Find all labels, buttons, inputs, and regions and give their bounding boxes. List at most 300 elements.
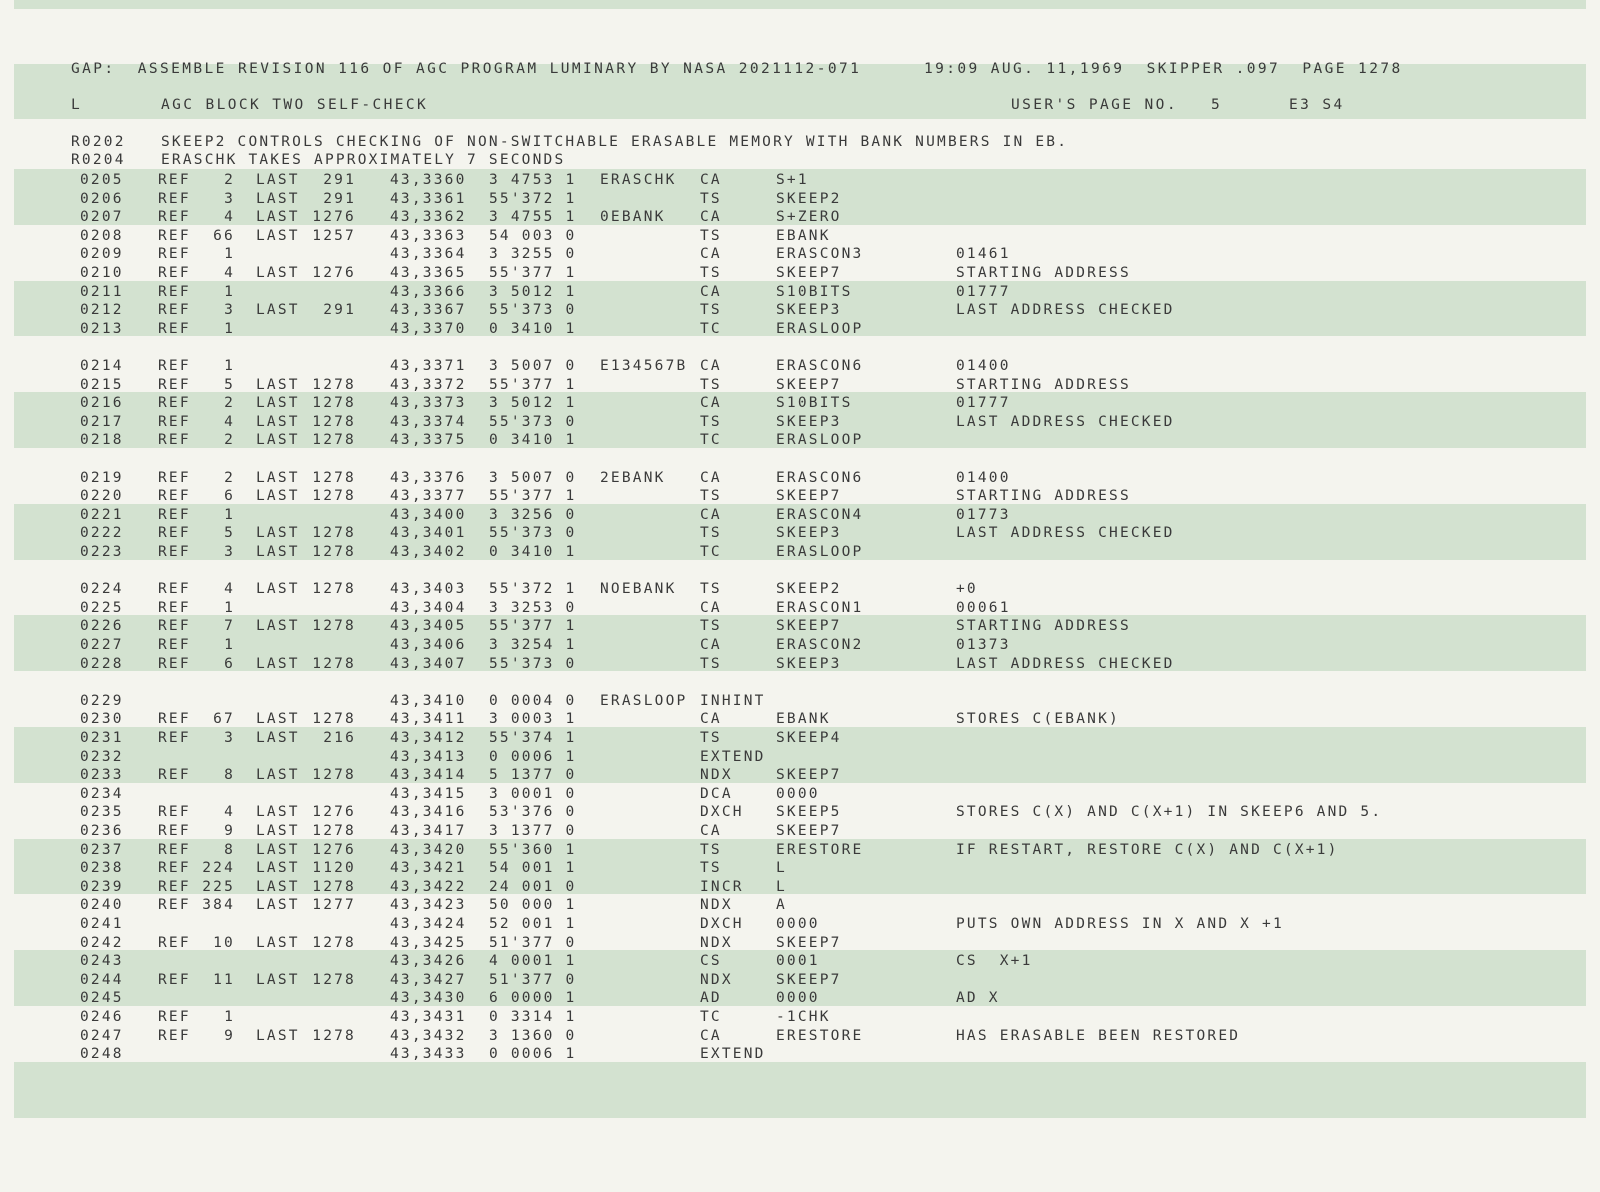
ref-keyword: REF <box>158 897 191 914</box>
memory-address: 43,3370 <box>390 320 467 337</box>
assembly-title: GAP: ASSEMBLE REVISION 116 OF AGC PROGRAM LUMINARY BY NASA 2021112-071 <box>71 61 862 77</box>
opcode: CS <box>700 953 722 970</box>
opcode: CA <box>700 637 722 653</box>
listing-row: 0242 REF 10 LAST 1278 43,3425 51'377 0 NDX SKEEP7 <box>80 934 842 951</box>
opcode: TS <box>700 413 722 430</box>
memory-address: 43,3377 <box>390 488 467 505</box>
ref-keyword: REF <box>158 172 191 188</box>
operand: SKEEP7 <box>776 265 842 281</box>
instruction-label: 0EBANK <box>600 209 666 226</box>
octal-word: 0 0006 1 <box>489 1046 577 1063</box>
comment: STARTING ADDRESS <box>956 265 1131 281</box>
opcode: EXTEND <box>700 1046 766 1063</box>
last-keyword: LAST <box>256 190 300 207</box>
seq-number: 0233 <box>80 767 124 784</box>
seq-number: 0247 <box>80 1027 124 1044</box>
seq-number: 0245 <box>80 990 124 1007</box>
ref-keyword: REF <box>158 637 191 653</box>
seq-number: 0214 <box>80 358 124 374</box>
listing-row: 0226 REF 7 LAST 1278 43,3405 55'377 1 TS SKEEP7 STARTING ADDRESS <box>80 618 1131 635</box>
listing-row: 0227 REF 1 43,3406 3 3254 1 CA ERASCON2 01373 <box>80 637 1011 653</box>
seq-number: 0215 <box>80 376 124 393</box>
operand: ERASCON4 <box>776 506 864 523</box>
operand: L <box>776 860 787 877</box>
seq-number: 0224 <box>80 581 124 598</box>
octal-word: 3 3256 0 <box>489 506 577 523</box>
seq-number: 0209 <box>80 246 124 263</box>
seq-number: 0217 <box>80 413 124 430</box>
last-keyword: LAST <box>256 413 300 430</box>
memory-address: 43,3371 <box>390 358 467 374</box>
octal-word: 0 3410 1 <box>489 544 577 560</box>
comment: AD X <box>956 990 1000 1007</box>
ref-keyword: REF <box>158 227 191 244</box>
opcode: TS <box>700 655 722 672</box>
listing-row <box>0 989 1600 1008</box>
listing-row: 0244 REF 11 LAST 1278 43,3427 51'377 0 NDX SKEEP7 <box>80 971 842 988</box>
listing-row: 0231 REF 3 LAST 216 43,3412 55'374 1 TS SKEEP4 <box>80 730 842 746</box>
opcode: TS <box>700 265 722 281</box>
operand: SKEEP7 <box>776 767 842 784</box>
memory-address: 43,3376 <box>390 469 467 486</box>
last-keyword: LAST <box>256 172 300 188</box>
comment: STARTING ADDRESS <box>956 618 1131 635</box>
comment: STARTING ADDRESS <box>956 376 1131 393</box>
operand: ERESTORE <box>776 1027 864 1044</box>
ref-keyword: REF <box>158 934 191 951</box>
memory-address: 43,3365 <box>390 265 467 281</box>
last-keyword: LAST <box>256 618 300 635</box>
opcode: CA <box>700 823 722 839</box>
seq-number: 0206 <box>80 190 124 207</box>
seq-number: 0210 <box>80 265 124 281</box>
memory-address: 43,3417 <box>390 823 467 839</box>
ref-keyword: REF <box>158 283 191 300</box>
memory-address: 43,3432 <box>390 1027 467 1044</box>
seq-number: 0229 <box>80 692 124 709</box>
operand: ERESTORE <box>776 841 864 858</box>
opcode: CA <box>700 599 722 616</box>
last-keyword: LAST <box>256 227 300 244</box>
listing-row: 0211 REF 1 43,3366 3 5012 1 CA S10BITS 01777 <box>80 283 1011 300</box>
memory-address: 43,3403 <box>390 581 467 598</box>
last-keyword: LAST <box>256 488 300 505</box>
listing-row: 0223 REF 3 LAST 1278 43,3402 0 3410 1 TC ERASLOOP <box>80 544 864 560</box>
ref-keyword: REF <box>158 767 191 784</box>
comment: 01373 <box>956 637 1011 653</box>
memory-address: 43,3425 <box>390 934 467 951</box>
octal-word: 3 3255 0 <box>489 246 577 263</box>
header-line-1 <box>0 60 1600 79</box>
operand: S+1 <box>776 172 809 188</box>
opcode: CA <box>700 506 722 523</box>
memory-address: 43,3366 <box>390 283 467 300</box>
memory-address: 43,3415 <box>390 785 467 802</box>
last-keyword: LAST <box>256 432 300 449</box>
seq-number: 0248 <box>80 1046 124 1063</box>
last-keyword: LAST <box>256 767 300 784</box>
listing-row: 0247 REF 9 LAST 1278 43,3432 3 1360 0 CA ERESTORE HAS ERASABLE BEEN RESTORED <box>80 1027 1241 1044</box>
comment: IF RESTART, RESTORE C(X) AND C(X+1) <box>956 841 1339 858</box>
memory-address: 43,3405 <box>390 618 467 635</box>
memory-address: 43,3362 <box>390 209 467 226</box>
listing-row: 0220 REF 6 LAST 1278 43,3377 55'377 1 TS SKEEP7 STARTING ADDRESS <box>80 488 1131 505</box>
opcode: TS <box>700 302 722 319</box>
ref-keyword: REF <box>158 395 191 412</box>
operand: EBANK <box>776 227 831 244</box>
listing-row: 0225 REF 1 43,3404 3 3253 0 CA ERASCON1 00061 <box>80 599 1011 616</box>
comment: 01400 <box>956 358 1011 374</box>
opcode: AD <box>700 990 722 1007</box>
ref-keyword: REF <box>158 860 191 877</box>
operand: SKEEP7 <box>776 488 842 505</box>
seq-number: 0244 <box>80 971 124 988</box>
ref-keyword: REF <box>158 190 191 207</box>
ref-keyword: REF <box>158 265 191 281</box>
listing-row: 0216 REF 2 LAST 1278 43,3373 3 5012 1 CA S10BITS 01777 <box>80 395 1011 412</box>
operand: ERASLOOP <box>776 544 864 560</box>
operand: SKEEP7 <box>776 934 842 951</box>
ref-keyword: REF <box>158 655 191 672</box>
seq-number: 0232 <box>80 748 124 765</box>
ref-keyword: REF <box>158 525 191 542</box>
memory-address: 43,3364 <box>390 246 467 263</box>
ref-keyword: REF <box>158 1009 191 1025</box>
operand: S+ZERO <box>776 209 842 226</box>
last-keyword: LAST <box>256 655 300 672</box>
memory-address: 43,3433 <box>390 1046 467 1063</box>
listing-row: 0233 REF 8 LAST 1278 43,3414 5 1377 0 NDX SKEEP7 <box>80 767 842 784</box>
operand: L <box>776 878 787 895</box>
opcode: DXCH <box>700 916 744 932</box>
ref-keyword: REF <box>158 209 191 226</box>
memory-address: 43,3411 <box>390 711 467 728</box>
seq-number: 0212 <box>80 302 124 319</box>
opcode: TS <box>700 618 722 635</box>
instruction-label: ERASLOOP <box>600 692 688 709</box>
memory-address: 43,3410 <box>390 692 467 709</box>
opcode: EXTEND <box>700 748 766 765</box>
memory-address: 43,3360 <box>390 172 467 188</box>
seq-number: 0246 <box>80 1009 124 1025</box>
memory-address: 43,3407 <box>390 655 467 672</box>
listing-row: 0206 REF 3 LAST 291 43,3361 55'372 1 TS SKEEP2 <box>80 190 842 207</box>
operand: SKEEP7 <box>776 823 842 839</box>
opcode: CA <box>700 283 722 300</box>
ref-keyword: REF <box>158 730 191 746</box>
seq-number: 0205 <box>80 172 124 188</box>
paper-band <box>14 0 1586 9</box>
octal-word: 3 1377 0 <box>489 823 577 839</box>
last-keyword: LAST <box>256 265 300 281</box>
opcode: NDX <box>700 767 733 784</box>
operand: SKEEP2 <box>776 190 842 207</box>
opcode: CA <box>700 395 722 412</box>
memory-address: 43,3413 <box>390 748 467 765</box>
memory-address: 43,3424 <box>390 916 467 932</box>
memory-address: 43,3363 <box>390 227 467 244</box>
octal-word: 55'372 1 <box>489 581 577 598</box>
comment: CS X+1 <box>956 953 1033 970</box>
memory-address: 43,3361 <box>390 190 467 207</box>
octal-word: 51'377 0 <box>489 934 577 951</box>
octal-word: 24 001 0 <box>489 878 577 895</box>
listing-row: 0224 REF 4 LAST 1278 43,3403 55'372 1 NOEBANK TS SKEEP2 +0 <box>80 581 978 598</box>
listing-row <box>0 952 1600 971</box>
listing-row <box>0 1045 1600 1064</box>
comment: 01400 <box>956 469 1011 486</box>
opcode: CA <box>700 1027 722 1044</box>
opcode: TC <box>700 320 722 337</box>
memory-address: 43,3406 <box>390 637 467 653</box>
last-keyword: LAST <box>256 971 300 988</box>
opcode: TC <box>700 1009 722 1025</box>
memory-address: 43,3404 <box>390 599 467 616</box>
last-keyword: LAST <box>256 376 300 393</box>
instruction-label: 2EBANK <box>600 469 666 486</box>
opcode: NDX <box>700 971 733 988</box>
opcode: CA <box>700 209 722 226</box>
operand: SKEEP7 <box>776 971 842 988</box>
seq-number: 0219 <box>80 469 124 486</box>
octal-word: 3 4755 1 <box>489 209 577 226</box>
comment: 01461 <box>956 246 1011 263</box>
last-keyword: LAST <box>256 823 300 839</box>
ref-keyword: REF <box>158 506 191 523</box>
octal-word: 5 1377 0 <box>489 767 577 784</box>
listing-row: 0222 REF 5 LAST 1278 43,3401 55'373 0 TS SKEEP3 LAST ADDRESS CHECKED <box>80 525 1175 542</box>
listing-row: 0207 REF 4 LAST 1276 43,3362 3 4755 1 0EBANK CA S+ZERO <box>80 209 842 226</box>
operand: ERASLOOP <box>776 320 864 337</box>
operand: SKEEP7 <box>776 376 842 393</box>
seq-number: 0226 <box>80 618 124 635</box>
seq-number: 0240 <box>80 897 124 914</box>
listing-row: 0240 REF 384 LAST 1277 43,3423 50 000 1 NDX A <box>80 897 787 914</box>
octal-word: 51'377 0 <box>489 971 577 988</box>
remark-line <box>0 151 1600 170</box>
operand: SKEEP2 <box>776 581 842 598</box>
memory-address: 43,3400 <box>390 506 467 523</box>
opcode: TC <box>700 544 722 560</box>
last-keyword: LAST <box>256 841 300 858</box>
comment: STORES C(EBANK) <box>956 711 1120 728</box>
opcode: CA <box>700 172 722 188</box>
listing-row: 0209 REF 1 43,3364 3 3255 0 CA ERASCON3 01461 <box>80 246 1011 263</box>
listing-row: 0213 REF 1 43,3370 0 3410 1 TC ERASLOOP <box>80 320 864 337</box>
ref-keyword: REF <box>158 302 191 319</box>
ref-keyword: REF <box>158 246 191 263</box>
octal-word: 55'373 0 <box>489 413 577 430</box>
memory-address: 43,3430 <box>390 990 467 1007</box>
operand: 0000 <box>776 916 820 932</box>
paper-band <box>14 1062 1586 1118</box>
operand: 0000 <box>776 990 820 1007</box>
listing-row: 0246 REF 1 43,3431 0 3314 1 TC -1CHK <box>80 1009 831 1025</box>
ref-keyword: REF <box>158 711 191 728</box>
octal-word: 55'372 1 <box>489 190 577 207</box>
octal-word: 55'360 1 <box>489 841 577 858</box>
last-keyword: LAST <box>256 544 300 560</box>
seq-number: 0221 <box>80 506 124 523</box>
listing-row: 0214 REF 1 43,3371 3 5007 0 E134567B CA ERASCON6 01400 <box>80 358 1011 374</box>
last-keyword: LAST <box>256 730 300 746</box>
memory-address: 43,3414 <box>390 767 467 784</box>
assembly-date-page: 19:09 AUG. 11,1969 SKIPPER .097 PAGE 1278 <box>924 61 1403 77</box>
octal-word: 55'377 1 <box>489 265 577 281</box>
octal-word: 3 0001 0 <box>489 785 577 802</box>
octal-word: 55'377 1 <box>489 488 577 505</box>
last-keyword: LAST <box>256 711 300 728</box>
remark-seq: R0204 <box>71 152 126 168</box>
memory-address: 43,3416 <box>390 804 467 821</box>
ref-keyword: REF <box>158 469 191 486</box>
seq-number: 0234 <box>80 785 124 802</box>
octal-word: 54 001 1 <box>489 860 577 877</box>
octal-word: 55'373 0 <box>489 525 577 542</box>
octal-word: 3 1360 0 <box>489 1027 577 1044</box>
seq-number: 0239 <box>80 878 124 895</box>
opcode: TS <box>700 581 722 598</box>
comment: STORES C(X) AND C(X+1) IN SKEEP6 AND 5. <box>956 804 1383 821</box>
last-keyword: LAST <box>256 395 300 412</box>
instruction-label: ERASCHK <box>600 172 677 188</box>
operand: SKEEP3 <box>776 525 842 542</box>
listing-row: 0215 REF 5 LAST 1278 43,3372 55'377 1 TS SKEEP7 STARTING ADDRESS <box>80 376 1131 393</box>
ref-keyword: REF <box>158 804 191 821</box>
memory-address: 43,3421 <box>390 860 467 877</box>
seq-number: 0228 <box>80 655 124 672</box>
seq-number: 0243 <box>80 953 124 970</box>
opcode: DXCH <box>700 804 744 821</box>
ref-keyword: REF <box>158 320 191 337</box>
octal-word: 6 0000 1 <box>489 990 577 1007</box>
seq-number: 0222 <box>80 525 124 542</box>
memory-address: 43,3402 <box>390 544 467 560</box>
opcode: NDX <box>700 934 733 951</box>
remark-text: ERASCHK TAKES APPROXIMATELY 7 SECONDS <box>161 152 566 168</box>
listing-row: 0236 REF 9 LAST 1278 43,3417 3 1377 0 CA SKEEP7 <box>80 823 842 839</box>
operand: SKEEP7 <box>776 618 842 635</box>
opcode: TS <box>700 860 722 877</box>
octal-word: 3 5007 0 <box>489 469 577 486</box>
operand: S10BITS <box>776 283 853 300</box>
remark-text: SKEEP2 CONTROLS CHECKING OF NON-SWITCHABLE ERASABLE MEMORY WITH BANK NUMBERS IN EB. <box>161 134 1069 150</box>
operand: ERASCON2 <box>776 637 864 653</box>
octal-word: 3 3254 1 <box>489 637 577 653</box>
opcode: CA <box>700 246 722 263</box>
last-keyword: LAST <box>256 897 300 914</box>
instruction-label: NOEBANK <box>600 581 677 598</box>
ref-keyword: REF <box>158 618 191 635</box>
last-keyword: LAST <box>256 302 300 319</box>
last-keyword: LAST <box>256 469 300 486</box>
operand: SKEEP5 <box>776 804 842 821</box>
operand: ERASCON6 <box>776 469 864 486</box>
instruction-label: E134567B <box>600 358 688 374</box>
listing-row: 0210 REF 4 LAST 1276 43,3365 55'377 1 TS SKEEP7 STARTING ADDRESS <box>80 265 1131 281</box>
operand: ERASCON1 <box>776 599 864 616</box>
seq-number: 0220 <box>80 488 124 505</box>
octal-word: 0 3314 1 <box>489 1009 577 1025</box>
opcode: CA <box>700 358 722 374</box>
opcode: CA <box>700 711 722 728</box>
last-keyword: LAST <box>256 934 300 951</box>
opcode: CA <box>700 469 722 486</box>
operand: EBANK <box>776 711 831 728</box>
last-keyword: LAST <box>256 804 300 821</box>
operand: ERASLOOP <box>776 432 864 449</box>
opcode: TS <box>700 376 722 393</box>
ref-keyword: REF <box>158 432 191 449</box>
memory-address: 43,3422 <box>390 878 467 895</box>
memory-address: 43,3375 <box>390 432 467 449</box>
seq-number: 0223 <box>80 544 124 560</box>
opcode: TS <box>700 227 722 244</box>
seq-number: 0207 <box>80 209 124 226</box>
ref-keyword: REF <box>158 376 191 393</box>
bank-code: E3 S4 <box>1289 97 1345 113</box>
listing-row: 0238 REF 224 LAST 1120 43,3421 54 001 1 TS L <box>80 860 787 877</box>
octal-word: 54 003 0 <box>489 227 577 244</box>
comment: 01777 <box>956 283 1011 300</box>
header-l: L <box>71 97 83 113</box>
last-keyword: LAST <box>256 209 300 226</box>
remark-seq: R0202 <box>71 134 126 150</box>
listing-row: 0221 REF 1 43,3400 3 3256 0 CA ERASCON4 01773 <box>80 506 1011 523</box>
octal-word: 3 5007 0 <box>489 358 577 374</box>
last-keyword: LAST <box>256 860 300 877</box>
opcode: INHINT <box>700 692 766 709</box>
opcode: NDX <box>700 897 733 914</box>
octal-word: 55'373 0 <box>489 302 577 319</box>
ref-keyword: REF <box>158 358 191 374</box>
remark-line <box>0 133 1600 152</box>
seq-number: 0208 <box>80 227 124 244</box>
octal-word: 0 3410 1 <box>489 432 577 449</box>
seq-number: 0242 <box>80 934 124 951</box>
octal-word: 55'377 1 <box>489 376 577 393</box>
listing-row: 0237 REF 8 LAST 1276 43,3420 55'360 1 TS ERESTORE IF RESTART, RESTORE C(X) AND C(X+1) <box>80 841 1339 858</box>
listing-row <box>0 692 1600 711</box>
opcode: TS <box>700 841 722 858</box>
octal-word: 3 5012 1 <box>489 283 577 300</box>
operand: SKEEP3 <box>776 302 842 319</box>
last-keyword: LAST <box>256 525 300 542</box>
seq-number: 0211 <box>80 283 124 300</box>
memory-address: 43,3431 <box>390 1009 467 1025</box>
comment: +0 <box>956 581 978 598</box>
listing-row: 0228 REF 6 LAST 1278 43,3407 55'373 0 TS SKEEP3 LAST ADDRESS CHECKED <box>80 655 1175 672</box>
listing-row: 0230 REF 67 LAST 1278 43,3411 3 0003 1 CA EBANK STORES C(EBANK) <box>80 711 1120 728</box>
octal-word: 53'376 0 <box>489 804 577 821</box>
seq-number: 0216 <box>80 395 124 412</box>
opcode: TS <box>700 488 722 505</box>
memory-address: 43,3427 <box>390 971 467 988</box>
memory-address: 43,3420 <box>390 841 467 858</box>
listing-row: 0235 REF 4 LAST 1276 43,3416 53'376 0 DXCH SKEEP5 STORES C(X) AND C(X+1) IN SKEEP6 AND 5. <box>80 804 1383 821</box>
comment: LAST ADDRESS CHECKED <box>956 413 1175 430</box>
operand: SKEEP4 <box>776 730 842 746</box>
ref-keyword: REF <box>158 544 191 560</box>
seq-number: 0235 <box>80 804 124 821</box>
last-keyword: LAST <box>256 1027 300 1044</box>
ref-keyword: REF <box>158 878 191 895</box>
octal-word: 55'373 0 <box>489 655 577 672</box>
opcode: TS <box>700 730 722 746</box>
listing-row: 0239 REF 225 LAST 1278 43,3422 24 001 0 INCR L <box>80 878 787 895</box>
comment: 00061 <box>956 599 1011 616</box>
seq-number: 0236 <box>80 823 124 839</box>
